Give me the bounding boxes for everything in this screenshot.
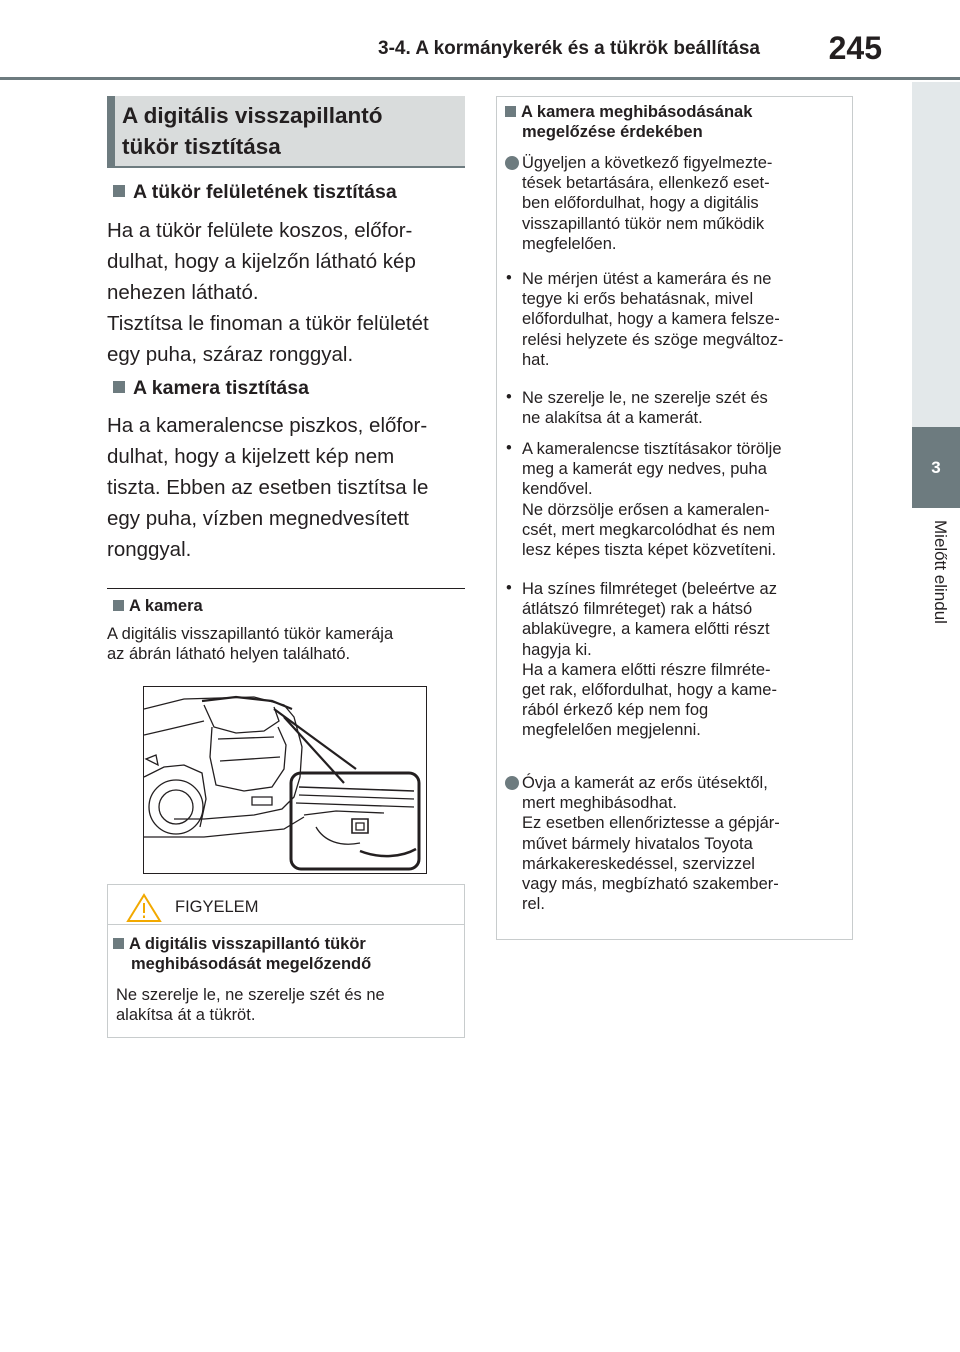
square-bullet-icon — [113, 185, 125, 197]
round-bullet-icon — [505, 156, 519, 170]
square-bullet-icon — [113, 600, 124, 611]
camera-care-heading: A kamera meghibásodásának megelőzése érdekében — [505, 102, 845, 142]
chapter-number-tab: 3 — [912, 427, 960, 508]
bullet-marker: • — [506, 269, 512, 287]
warning-label: FIGYELEM — [175, 898, 259, 916]
camera-care-bullet: Ne mérjen ütést a kamerára és ne tegye ki erős behatásnak, mivel előfordulhat, hogy a kamera felsze- relési helyzete és szöge megváltoz- hat. — [522, 270, 784, 369]
round-bullet-icon — [505, 776, 519, 790]
bullet-marker: • — [506, 439, 512, 457]
section-title: 3-4. A kormánykerék és a tükrök beállítása — [378, 38, 760, 59]
section-heading: A digitális visszapillantó tükör tisztítása — [122, 103, 383, 159]
mirror-cleaning-text: Ha a tükör felülete koszos, előfor- dulhat, hogy a kijelzőn látható kép nehezen látható. Tisztítsa le finoman a tükör felületét egy puha, száraz ronggyal. — [107, 219, 429, 366]
camera-cleaning-text: Ha a kameralencse piszkos, előfor- dulhat, hogy a kijelzett kép nem tiszta. Ebben az esetben tisztítsa le egy puha, vízben megnedvesített ronggyal. — [107, 414, 429, 561]
mirror-cleaning-heading: A tükör felületének tisztítása — [113, 181, 397, 204]
camera-care-bullet: Ha színes filmréteget (beleértve az átlátszó filmréteget) rak a hátsó ablaküvegre, a kamera előtti részt hagyja ki. Ha a kamera előtti részre filmréte- get rak, előfordulhat, hogy a kame- rából érkező kép nem fog megfelelően megjelenni. — [522, 580, 777, 740]
warning-text: Ne szerelje le, ne szerelje szét és ne alakítsa át a tükröt. — [116, 986, 385, 1024]
chapter-label: Mielőtt elindul — [931, 520, 950, 624]
bullet-marker: • — [506, 388, 512, 406]
camera-location-heading: A kamera — [113, 597, 203, 616]
square-bullet-icon — [113, 938, 124, 949]
header-rule — [0, 77, 960, 80]
square-bullet-icon — [113, 381, 125, 393]
camera-care-outro: Óvja a kamerát az erős ütésektől, mert meghibásodhat. Ez esetben ellenőriztesse a gépjár- művet bármely hivatalos Toyota márkakereskedéssel, szervizzel vagy más, megbízható szakember- rel. — [522, 774, 780, 914]
camera-location-illustration — [143, 686, 427, 874]
camera-care-bullet: A kameralencse tisztításakor törölje meg a kamerát egy nedves, puha kendővel. Ne dörzsölje erősen a kameralen- csét, mert megkarcolódhat és nem lesz képes tiszta képet közvetíteni. — [522, 440, 782, 560]
camera-location-text: A digitális visszapillantó tükör kamerája az ábrán látható helyen található. — [107, 625, 394, 663]
camera-care-bullet: Ne szerelje le, ne szerelje szét és ne alakítsa át a kamerát. — [522, 389, 768, 428]
square-bullet-icon — [505, 106, 516, 117]
camera-care-intro: Ügyeljen a következő figyelmezte- tések betartására, ellenkező eset- ben előfordulhat, hogy a digitális visszapillantó tükör nem működik megfelelően. — [522, 154, 773, 253]
bullet-marker: • — [506, 579, 512, 597]
warning-triangle-icon — [126, 893, 162, 923]
divider — [107, 588, 465, 589]
side-tab-background — [912, 82, 960, 427]
warning-heading: A digitális visszapillantó tükör meghibásodását megelőzendő — [113, 934, 458, 974]
camera-cleaning-heading: A kamera tisztítása — [113, 377, 309, 400]
page-number: 245 — [828, 30, 882, 66]
